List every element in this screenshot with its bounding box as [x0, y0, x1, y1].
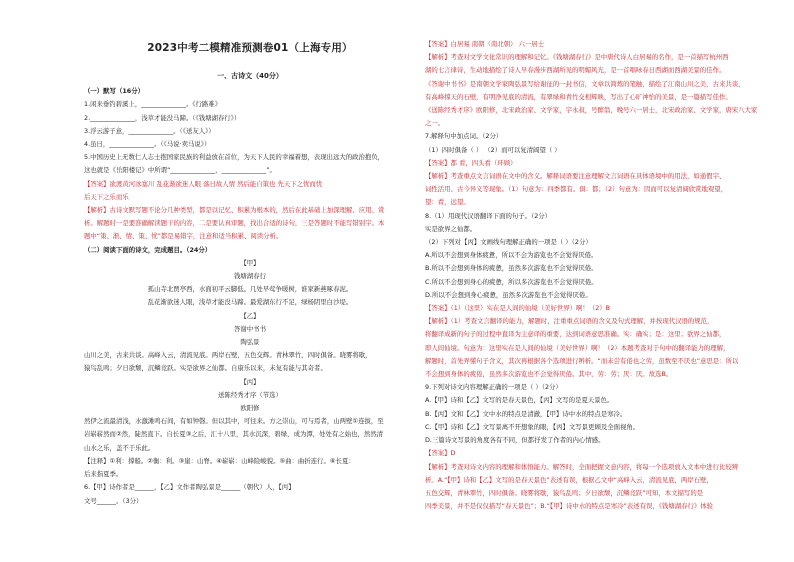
text-line: 8.（1）用现代汉语翻译下面的句子。（2分）: [425, 211, 552, 220]
text-line: 6.【甲】诗作者是______，【乙】文作者陶弘景是______（朝代）人，【丙】: [84, 483, 295, 492]
text-line: 5.中国历史上无数仁人志士抱国家民族的利益放在首位，为天下人民的幸福着想，表现出远大的政治抱负，: [84, 153, 385, 162]
text-line: 湖的七言律诗，生动地描绘了诗人早春漫步西湖所见的明媚风光，是一首唱咏春日西湖而西湖美景的佳作。: [425, 66, 726, 75]
text-line: 《答谢中书书》是南朝文学家陶弘景写给谢征的一封书信，文章以简炼的笔触，描绘了江南山川之美，古来共谈，: [425, 79, 745, 88]
text-line: 钱塘湖春行: [234, 272, 266, 281]
text-line: C.所以不会想到身心的疲惫，所以多次游览也不会觉得厌倦。: [425, 277, 598, 286]
text-line: 析。A.“【甲】诗和【乙】文写的是春天景色”表述有误，根据乙文中“高峰入云，清流见底，两岸石壁，: [425, 475, 713, 484]
left-column: [84, 70, 416, 508]
text-line: （2）下列对【丙】文画线句理解正确的一项是（ ）（2分）: [425, 238, 592, 247]
text-line: 【答案】D: [425, 449, 456, 458]
text-line: 之一。: [425, 119, 445, 128]
left-lines: [84, 85, 416, 508]
text-line: A.【甲】诗和【乙】文写的是春天景色，【丙】文写的是夏天景色。: [425, 396, 614, 405]
text-line: 文号______。（3分）: [84, 496, 143, 505]
text-line: 【丙】: [240, 377, 260, 386]
text-line: 然伊之流最清浅，水激滩鸣石间，有如钟磬。但以其中，可往来。方之崇山，可与焉者，山两壁①连拔，至: [84, 417, 384, 426]
text-line: C.【甲】诗和【乙】文写景离不开想象的眼，【丙】文写景更顾及全面视角。: [425, 422, 640, 431]
text-line: （二）阅读下面的诗文，完成题目。（24分）: [84, 245, 212, 254]
text-line: 【甲】: [240, 258, 260, 267]
text-line: D.三篇诗文写景的角度各有不同，但都抒发了作者的内心情感。: [425, 436, 605, 445]
text-line: 猿鸟乱鸣；夕日欲颓，沉鳞竞跃。实是欲界之仙都。自康乐以来，未复有能与其奇者。: [84, 364, 327, 373]
page-title: 2023中考二模精准预测卷01（上海专用）: [147, 42, 353, 54]
text-line: 解题时，首先弄懂句子含义，其次再根据各个选项进行辨析。“而未尝有倦也之劳，虽数至不厌也”意思是：所以: [425, 356, 739, 365]
text-line: 词性活用、古今异义等现象。（1）句意为：四季都有。俱：都；（2）句意为：因而可以复清阔欣赏地观望，: [425, 185, 728, 194]
text-line: 3.浮云游子意，______________。（《送友人》）: [84, 126, 215, 135]
text-line: （1）四时俱备（ ） （2）而可以复清阔望（ ）: [425, 145, 561, 154]
text-line: 实是欲界之仙都。: [425, 224, 477, 233]
text-line: 4.虽曰，______________。（《马说·卖马说》）: [84, 140, 211, 149]
text-line: 后来指夏季。: [84, 470, 123, 479]
text-line: 送陈经秀才序（节选）: [218, 390, 282, 399]
text-line: 将翻译成新的句子的过程中直译为主意译的重要，达到词语意思准确。实：确实；是：这里；欲界之仙都，: [425, 330, 726, 339]
text-line: 即人间仙境。句意为：这里实在是人间的仙境（美好世界）啊！（2）本题考查对于句中的翻译能力的理解，: [425, 343, 730, 352]
text-line: 2.______________，浅草才能没马蹄。（《钱塘湖春行》）: [84, 113, 241, 122]
text-line: 7.解释句中加点词。（2分）: [425, 132, 503, 141]
text-line: 【答案】欲渡黄河冰塞川 乱花渐欲迷人眼 落日故人情 然后能自策也 先天下之忧而忧: [84, 179, 323, 188]
text-line: 【答案】（1）（这里）实在是人间的仙境（美好世界）啊！（2）B: [425, 304, 611, 313]
text-line: 五色交辉，青林翠竹，四时俱备。晓雾将歇，猿鸟乱鸣；夕日欲颓，沉鳞竞跃”可知，本文描写的是: [425, 488, 704, 497]
text-line: 题中“策、渐、情、策、忧”都是易错字，注意和适当积累、阅读分析。: [84, 232, 283, 241]
text-line: 【解析】考查对诗文内容的理解和体悟能力。解答时，全面把握文意内容，将每一个选项放入文本中进行比较辨: [425, 462, 739, 471]
text-line: 析。解题时一是要准确解读题干的内容，二是要认真审题，找出合适的诗句，三是答题时不能写错别字。本: [84, 219, 385, 228]
right-column: [425, 38, 762, 513]
text-line: 【解析】考查对文学文化常识的理解和记忆。《钱塘湖春行》是中唐代诗人白居易的名作，是一首描写杭州西: [425, 53, 729, 62]
text-line: 【解析】（1）考查文言翻译的能力，解题时，注重重点词语的含义及句式理解，并按现代汉语的规范，: [425, 317, 714, 326]
text-line: 岩崭崭然而②然，陡然直下。自长夏③之后，汇十八里，其水沉深，碧绿，成为潭，处处有之始也，然然清: [84, 430, 384, 439]
text-line: 陶弘景: [240, 338, 260, 347]
text-line: B.所以不会想到身体的疲惫，虽然多次游览也不会觉得厌倦。: [425, 264, 598, 273]
text-line: 欧阳修: [240, 404, 260, 413]
section-heading: 一、古诗文（40分）: [217, 72, 283, 80]
text-line: D.所以不会想到身心疲惫，虽然多次游览也不会觉得厌倦。: [425, 290, 592, 299]
text-line: 山水之乐，盖不于乐此。: [84, 443, 155, 452]
text-line: 【解析】古诗文默写题不论分几种类型，都是以记忆、积累为根本的，然后在此基础上加深理解、应用、赏: [84, 206, 385, 215]
text-line: 【注释】①利：撑船。②衡：利。③崖：山脊。④崭崭：山峰险峻貌。⑤曲：曲折连行。⑥长夏：: [84, 456, 355, 465]
text-line: （一）默写（16分）: [84, 87, 145, 96]
text-line: 9.下列对诗文内容理解正确的一项是（ ）（2分）: [425, 383, 562, 392]
text-line: 【解析】考查重点文言词语在文中的含义。解释词语要注意理解文言词语在具体语境中的用法，如通假字、: [425, 172, 726, 181]
text-line: B.【丙】文和【乙】文中水的特点是清澈，【甲】诗中水的特点是寒冷。: [425, 409, 627, 418]
text-line: 《送陈经秀才序》欧阳修，北宋政治家、文学家，字永叔，号醉翁，晚号六一居士，北宋政治家、文学家，唐宋八大家: [425, 106, 758, 115]
text-line: 望：看，远望。: [425, 198, 470, 207]
text-line: 【答案】都 看，四头看（环顾）: [425, 158, 517, 167]
right-lines: [425, 38, 762, 513]
text-line: 这也就是《岳阳楼记》中所谓“______________，______________”。: [84, 166, 276, 175]
text-line: 山川之美，古来共谈。高峰入云，清流见底。两岸石壁，五色交辉。青林翠竹，四时俱备。晓雾将歇，: [84, 351, 372, 360]
text-line: 乱花渐欲迷人眼，浅草才能没马蹄。最爱湖东行不足，绿杨阴里白沙堤。: [147, 298, 353, 307]
text-line: 四季美景，并不是仅仅描写“春天景色”；B.“【甲】诗中水的特点是寒冷”表述有误，《钱塘湖春行》体验: [425, 502, 714, 511]
text-line: 后天下之乐而乐: [84, 192, 129, 201]
text-line: A.所以不会想到身体疲惫，所以不会为游览也不会觉得厌倦。: [425, 251, 598, 260]
text-line: 有高峰撑天的石壁，有明净见底的清流，有翠绿和青竹交相辉映，写出了心旷神怡的美景，是一篇描写佳作。: [425, 92, 732, 101]
text-line: 答谢中书书: [234, 324, 266, 333]
text-line: 不会想到身体的疲倦，虽然多次游览也不会觉得厌倦。其中，劳：劳；厌：厌。故选B。: [425, 370, 673, 379]
text-line: 【答案】白居易 南朝（南北朝） 六一居士: [425, 40, 545, 48]
text-line: 1.闲来垂钓碧溪上，______________。《行路难》: [84, 100, 222, 109]
text-line: 孤山寺北贾亭西，水面初平云脚低。几处早莺争暖树，谁家新燕啄春泥。: [147, 285, 353, 294]
text-line: 【乙】: [240, 311, 260, 320]
